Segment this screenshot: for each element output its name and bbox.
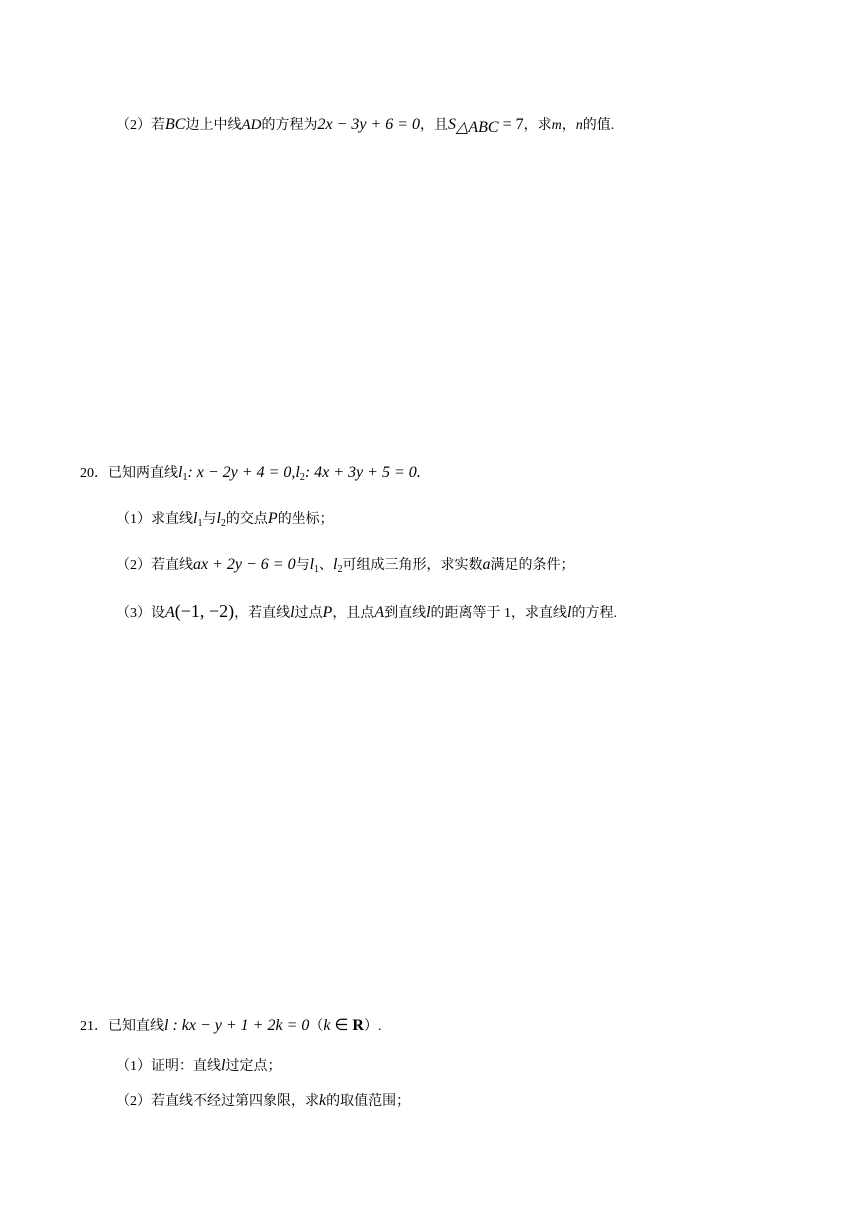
text: 的值. [582,118,615,133]
text: 与 [295,558,310,573]
var-a: a [482,556,491,573]
var-k: k [323,1017,331,1034]
q20-part1 [116,508,334,535]
equation-l1: : x − 2y + 4 = 0, [187,464,296,481]
part-tag: （1） [116,512,151,527]
text: ， [561,118,576,133]
text: 的方程. [571,606,617,621]
text: 若直线不经过第四象限，求 [151,1094,319,1109]
text: ，求 [523,118,552,133]
subscript: 2 [337,564,343,575]
text: 边上中线 [185,118,242,133]
line-l: l [221,1057,226,1074]
point-P: P [322,604,333,621]
text: 可组成三角形，求实数 [342,558,483,573]
text: 求直线 [151,512,193,527]
text: 过定点； [225,1059,282,1074]
line-equation: ax + 2y − 6 = 0 [193,556,296,573]
text: 若 [151,118,165,133]
var-n: n [575,118,583,133]
q21-stem [80,1015,381,1038]
q21-part2 [116,1090,410,1113]
question-number: 21． [80,1019,108,1034]
text: ）. [363,1019,382,1034]
line-l2: l [295,464,300,481]
real-numbers-symbol: R [352,1017,364,1034]
area-subscript: △ABC [456,119,499,136]
median-equation: 2x − 3y + 6 = 0 [317,116,421,133]
line-l: l [290,604,295,621]
line-l2: l [216,510,221,527]
text: 满足的条件； [490,558,575,573]
q20-part3 [116,600,617,625]
q21-part1 [116,1055,281,1078]
text: 过点 [294,606,323,621]
text: 若直线 [151,558,193,573]
var-k: k [319,1092,327,1109]
text: 的坐标； [277,512,334,527]
line-l1: l [309,556,315,573]
text: 的距离等于 1，求直线 [430,606,568,621]
element-of-symbol: ∈ [330,1017,353,1034]
part-tag: （3） [116,606,151,621]
line-equation: l : kx − y + 1 + 2k = 0 [164,1017,310,1034]
var-m: m [551,118,562,133]
line-l: l [426,604,431,621]
text: 已知直线 [108,1019,164,1034]
subscript: 1 [314,564,320,575]
question-number: 20． [80,466,108,481]
subscript: 2 [220,518,226,529]
line-l2: l [333,556,338,573]
point-P: P [267,510,278,527]
line-l: l [567,604,572,621]
math-AD: AD [241,117,262,133]
text: ，且点 [332,606,375,621]
text: 、 [319,558,334,573]
part-tag: （2） [116,1094,151,1109]
text: 到直线 [384,606,427,621]
text: 证明：直线 [151,1059,221,1074]
text: 设 [151,606,165,621]
text: 与 [202,512,217,527]
text: ，若直线 [234,606,291,621]
line-l1: l [178,464,183,481]
subscript: 1 [182,472,188,483]
area-symbol: S [448,116,457,133]
text: ，且 [420,118,449,133]
q19-part2 [116,114,614,139]
subscript: 1 [197,518,203,529]
point-A-coordinates: (−1, −2) [174,601,235,621]
area-value: = 7 [498,116,524,133]
q20-part2 [116,554,575,581]
part-tag: （1） [116,1059,151,1074]
math-BC: BC [165,116,186,133]
part-tag: （2） [116,558,151,573]
text: 的方程为 [261,118,318,133]
text: 的交点 [225,512,268,527]
text: 已知两直线 [108,466,178,481]
q20-stem [80,462,421,489]
text: （ [309,1019,324,1034]
part-tag: （2） [116,118,151,133]
text: 的取值范围； [326,1094,411,1109]
point-A: A [165,604,175,621]
subscript: 2 [299,472,305,483]
equation-l2: : 4x + 3y + 5 = 0. [304,464,421,481]
line-l1: l [193,510,198,527]
point-A: A [374,604,385,621]
